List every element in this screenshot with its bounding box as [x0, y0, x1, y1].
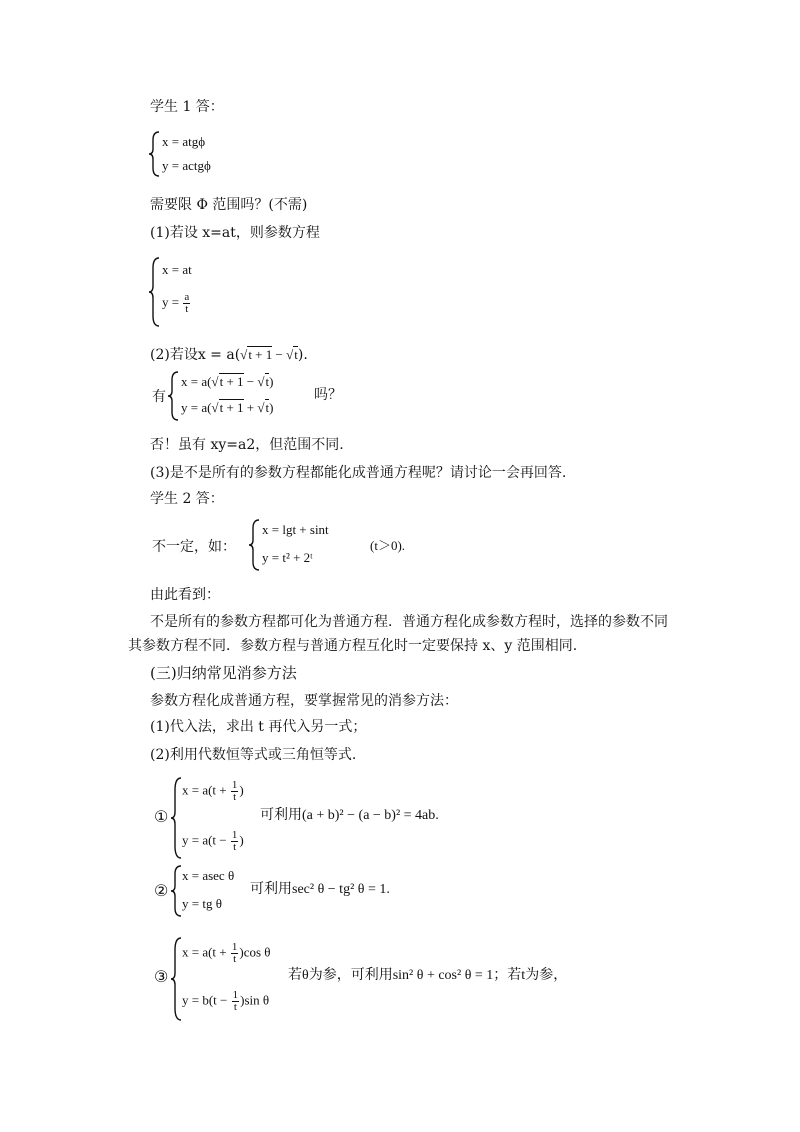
para-p2: (2)若设x = a(√t + 1 − √t). [150, 347, 308, 363]
fraction-numerator: a [184, 291, 190, 303]
buyiding-label: 不一定，如： [152, 539, 236, 555]
no-line: 否！虽有 xy=a2，但范围不同. [150, 437, 344, 453]
brace-icon [148, 130, 162, 178]
case-2-marker: ② [154, 881, 169, 900]
case-2-x: x = asec θ [182, 868, 235, 883]
eq3-y: y = a(√t + 1 + √t) [181, 400, 274, 415]
case-3-x: x = a(t + $\frac{1}{t}$ )cos θ [182, 941, 271, 965]
para-p3: (3)是不是所有的参数方程都能化成普通方程呢？请讨论一会再回答. [150, 465, 567, 481]
you-label: 有 [152, 389, 166, 405]
section-3-intro: 参数方程化成普通方程，要掌握常见的消参方法： [150, 693, 458, 709]
case-3-note: 若θ为参，可利用sin² θ + cos² θ = 1；若t为参， [288, 968, 568, 983]
eq4-y: y = t² + 2ᵗ [262, 550, 313, 565]
case-2-y: y = tg θ [182, 896, 222, 911]
eq2-y [162, 292, 191, 315]
brace-icon [248, 518, 262, 572]
eq4-x: x = lgt + sint [262, 522, 329, 537]
para-p1: (1)若设 x=at，则参数方程 [150, 225, 320, 241]
case-3-marker: ③ [154, 967, 169, 986]
eq1-x: x = atgϕ [162, 134, 206, 149]
student2-label: 学生 2 答： [150, 491, 224, 507]
brace-icon [148, 256, 162, 328]
para-line1: 不是所有的参数方程都可化为普通方程．普通方程化成参数方程时，选择的参数不同 [150, 614, 668, 630]
youci-label: 由此看到： [150, 587, 220, 603]
case-1-marker: ① [154, 807, 169, 826]
condition: (t＞0). [370, 538, 406, 553]
p2-prefix: (2)若设x = a( [150, 347, 241, 363]
section-3-heading: (三)归纳常见消参方法 [150, 664, 297, 682]
case-3-y: y = b(t − $\frac{1}{t}$ )sin θ [182, 989, 270, 1013]
fraction-denominator: t [185, 303, 189, 315]
method-1: (1)代入法，求出 t 再代入另一式； [150, 719, 367, 735]
fraction [183, 292, 190, 315]
eq2-x: x = at [162, 262, 192, 277]
para-line2: 其参数方程不同．参数方程与普通方程互化时一定要保持 x、y 范围相同. [128, 638, 578, 654]
student1-label: 学生 1 答： [150, 99, 224, 115]
method-2: (2)利用代数恒等式或三角恒等式. [150, 747, 357, 763]
brace-icon [167, 370, 181, 422]
case-1-y: y = a(t − $\frac{1}{t}$ ) [182, 829, 244, 853]
case-2-note: 可利用sec² θ − tg² θ = 1. [250, 882, 390, 897]
question-range: 需要限 Φ 范围吗？(不需) [150, 197, 308, 213]
eq1-y: y = actgϕ [162, 158, 211, 173]
eq3-x: x = a(√t + 1 − √t) [181, 374, 274, 389]
case-1-note: 可利用(a + b)² − (a − b)² = 4ab. [260, 808, 439, 823]
case-1-x: x = a(t + $\frac{1}{t}$ ) [182, 779, 244, 803]
p2-suffix: ). [297, 347, 308, 363]
ma-label: 吗？ [314, 387, 342, 403]
eq2-y-lhs: y = [162, 294, 180, 310]
